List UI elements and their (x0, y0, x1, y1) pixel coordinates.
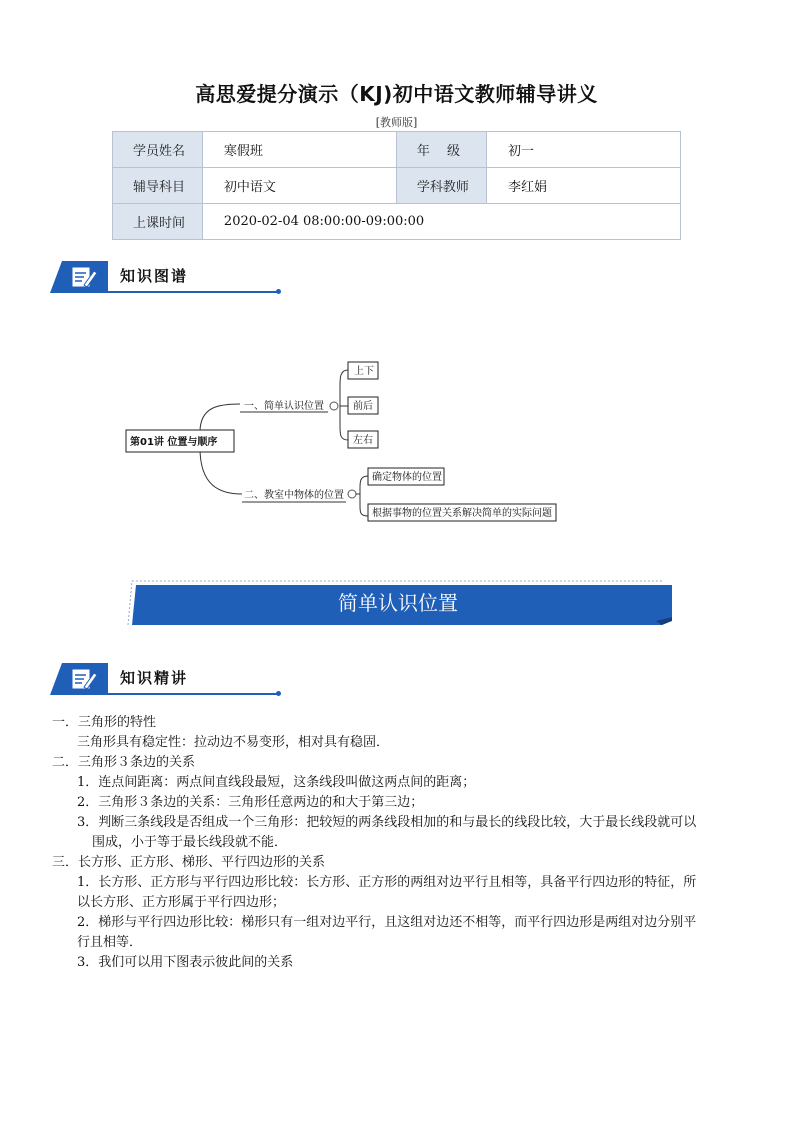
header-underline-dot (276, 289, 281, 294)
collapse-icon (330, 402, 338, 410)
page-title: 高思爱提分演示（KJ)初中语文教师辅导讲义 (195, 82, 598, 106)
edition-label: [教师版] (375, 116, 418, 129)
table-row (113, 132, 681, 168)
knowledge-map-title: 知识图谱 (120, 267, 189, 285)
paragraph: 1．连点间距离：两点间直线段最短，这条线段叫做这两点间的距离； (77, 775, 476, 790)
paragraph: 1．长方形、正方形与平行四边形比较：长方形、正方形的两组对边平行且相等，具备平行四边形的特征，所 (77, 875, 697, 890)
section-heading: 一．三角形的特性 (52, 715, 157, 730)
paragraph: 3．判断三条线段是否组成一个三角形：把较短的两条线段相加的和与最长的线段比较，大于最长线段就可以 (77, 815, 697, 830)
mindmap-branch1-label: 一、简单认识位置 (244, 401, 324, 412)
collapse-icon (348, 490, 356, 498)
table-row (113, 168, 681, 204)
subject-value: 初中语文 (202, 168, 396, 204)
paragraph-continued: 行且相等． (77, 935, 143, 950)
knowledge-lecture-header (50, 663, 230, 695)
header-underline-dot (276, 691, 281, 696)
mindmap-item-solve: 根据事物的位置关系解决简单的实际问题 (372, 508, 552, 519)
student-name-value: 寒假班 (202, 132, 396, 168)
teacher-value: 李红娟 (487, 168, 681, 204)
grade-value: 初一 (487, 132, 681, 168)
knowledge-map-header (50, 261, 230, 293)
mindmap-item-updown: 上下 (354, 366, 374, 377)
section-heading: 三．长方形、正方形、梯形、平行四边形的关系 (52, 855, 326, 870)
paragraph-continued: 围成，小于等于最长线段就不能． (92, 835, 288, 850)
paragraph: 3．我们可以用下图表示彼此间的关系 (77, 955, 294, 970)
teacher-label: 学科教师 (396, 168, 486, 204)
banner-title: 简单认识位置 (338, 591, 458, 615)
student-info-table (112, 131, 681, 240)
pencil-note-icon (50, 663, 108, 695)
class-time-value: 2020-02-04 08:00:00-09:00:00 (202, 204, 680, 240)
subject-label: 辅导科目 (113, 168, 203, 204)
mindmap-item-leftright: 左右 (353, 435, 373, 446)
mindmap-root-label: 第01讲 位置与顺序 (130, 437, 218, 448)
lecture-content (52, 713, 752, 973)
table-row (113, 204, 681, 240)
section-heading: 二．三角形３条边的关系 (52, 755, 196, 770)
student-name-label: 学员姓名 (113, 132, 203, 168)
mind-map (120, 356, 560, 528)
header-underline (108, 693, 280, 695)
pencil-note-icon (50, 261, 108, 293)
knowledge-lecture-title: 知识精讲 (120, 669, 189, 687)
header-underline (108, 291, 280, 293)
paragraph: 2．三角形３条边的关系：三角形任意两边的和大于第三边； (77, 795, 424, 810)
mindmap-branch2-label: 二、教室中物体的位置 (244, 490, 344, 501)
paragraph: 三角形具有稳定性：拉动边不易变形，相对具有稳固． (77, 735, 390, 750)
grade-label: 年 级 (396, 132, 486, 168)
paragraph-continued: 以长方形、正方形属于平行四边形； (77, 895, 286, 910)
mindmap-item-frontback: 前后 (353, 401, 373, 412)
paragraph: 2．梯形与平行四边形比较：梯形只有一组对边平行，且这组对边还不相等，而平行四边形是两组对边分别平 (77, 915, 697, 930)
class-time-label: 上课时间 (113, 204, 203, 240)
mindmap-item-locate: 确定物体的位置 (372, 472, 442, 483)
